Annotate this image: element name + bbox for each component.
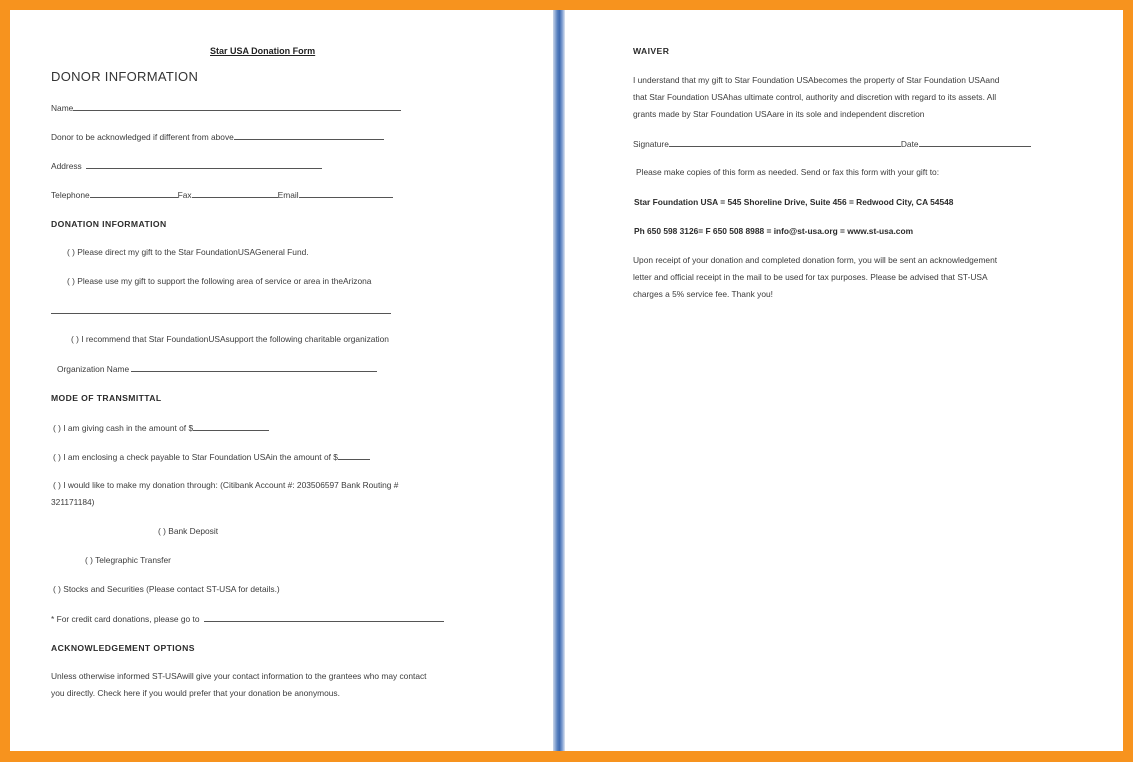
contact-fields-row[interactable] xyxy=(51,189,393,201)
receipt-text-line-2: letter and official receipt in the mail to be used for tax purposes. Please be advised that ST-USA xyxy=(633,272,988,282)
telephone-label: Telephone xyxy=(51,190,90,200)
general-fund-option[interactable]: ( ) Please direct my gift to the Star FoundationUSAGeneral Fund. xyxy=(67,247,309,257)
donor-information-heading: DONOR INFORMATION xyxy=(51,69,199,84)
signature-date-row[interactable] xyxy=(633,138,1031,150)
area-of-service-line[interactable] xyxy=(51,313,391,314)
signature-line[interactable] xyxy=(669,138,901,147)
copies-instruction: Please make copies of this form as needed. Send or fax this form with your gift to: xyxy=(636,167,940,177)
mode-of-transmittal-heading: MODE OF TRANSMITTAL xyxy=(51,393,162,403)
fax-label: Fax xyxy=(177,190,192,200)
acknowledged-label: Donor to be acknowledged if different from above xyxy=(51,132,234,142)
form-title: Star USA Donation Form xyxy=(210,46,316,56)
email-field-line[interactable] xyxy=(299,189,393,198)
bank-deposit-option[interactable]: ( ) Bank Deposit xyxy=(158,526,219,536)
acknowledged-field-line[interactable] xyxy=(234,131,384,140)
address-label: Address xyxy=(51,161,82,171)
check-option[interactable]: ( ) I am enclosing a check payable to Star Foundation USAin the amount of $ xyxy=(53,452,338,462)
telephone-field-line[interactable] xyxy=(90,189,178,198)
receipt-text-line-3: charges a 5% service fee. Thank you! xyxy=(633,289,773,299)
page-divider xyxy=(553,10,565,751)
organization-name-row[interactable] xyxy=(57,363,377,375)
waiver-text-line-1: I understand that my gift to Star Foundation USAbecomes the property of Star Foundation USAand xyxy=(633,75,1000,85)
donation-through-routing: 321171184) xyxy=(51,497,95,507)
name-field-row[interactable] xyxy=(51,102,401,114)
document-frame xyxy=(10,10,1123,751)
waiver-text-line-2: that Star Foundation USAhas ultimate control, authority and discretion with regard to its assets. All xyxy=(633,92,997,102)
credit-card-label: * For credit card donations, please go to xyxy=(51,614,200,624)
fax-field-line[interactable] xyxy=(192,189,278,198)
cash-amount-line[interactable] xyxy=(193,422,269,431)
signature-label: Signature xyxy=(633,139,669,149)
charitable-organization-option[interactable]: ( ) I recommend that Star FoundationUSAsupport the following charitable organization xyxy=(71,334,389,344)
receipt-text-line-1: Upon receipt of your donation and completed donation form, you will be sent an acknowledgement xyxy=(633,255,998,265)
cash-option[interactable]: ( ) I am giving cash in the amount of $ xyxy=(53,423,194,433)
check-amount-line[interactable] xyxy=(338,451,370,460)
donation-information-heading: DONATION INFORMATION xyxy=(51,219,167,229)
address-field-line[interactable] xyxy=(86,160,322,169)
waiver-text-line-3: grants made by Star Foundation USAare in its sole and independent discretion xyxy=(633,109,925,119)
waiver-heading: WAIVER xyxy=(633,46,670,56)
date-label: Date xyxy=(900,139,919,149)
page-waiver xyxy=(565,10,1123,751)
acknowledgement-options-heading: ACKNOWLEDGEMENT OPTIONS xyxy=(51,643,195,653)
foundation-address: Star Foundation USA = 545 Shoreline Drive, Suite 456 = Redwood City, CA 54548 xyxy=(634,197,954,207)
email-label: Email xyxy=(277,190,299,200)
acknowledged-field-row[interactable] xyxy=(51,131,384,143)
name-label: Name xyxy=(51,103,74,113)
check-option-row[interactable] xyxy=(53,451,370,463)
acknowledgement-text-line-1: Unless otherwise informed ST-USAwill give your contact information to the grantees who may contact xyxy=(51,671,427,681)
organization-name-line[interactable] xyxy=(131,363,377,372)
name-field-line[interactable] xyxy=(73,102,401,111)
donation-through-option[interactable]: ( ) I would like to make my donation through: (Citibank Account #: 203506597 Bank Routing # xyxy=(53,480,399,490)
area-of-service-option[interactable]: ( ) Please use my gift to support the following area of service or area in theArizona xyxy=(67,276,372,286)
credit-card-row[interactable] xyxy=(51,613,444,625)
cash-option-row[interactable] xyxy=(53,422,269,434)
telegraphic-transfer-option[interactable]: ( ) Telegraphic Transfer xyxy=(85,555,171,565)
stocks-securities-option[interactable]: ( ) Stocks and Securities (Please contact ST-USA for details.) xyxy=(53,584,280,594)
organization-name-label: Organization Name xyxy=(57,364,130,374)
page-donation-form xyxy=(10,10,553,751)
credit-card-url-line[interactable] xyxy=(204,613,444,622)
acknowledgement-text-line-2[interactable]: you directly. Check here if you would prefer that your donation be anonymous. xyxy=(51,688,340,698)
address-field-row[interactable] xyxy=(51,160,322,172)
date-line[interactable] xyxy=(919,138,1031,147)
foundation-contact[interactable]: Ph 650 598 3126= F 650 508 8988 = info@st-usa.org = www.st-usa.com xyxy=(634,226,914,236)
